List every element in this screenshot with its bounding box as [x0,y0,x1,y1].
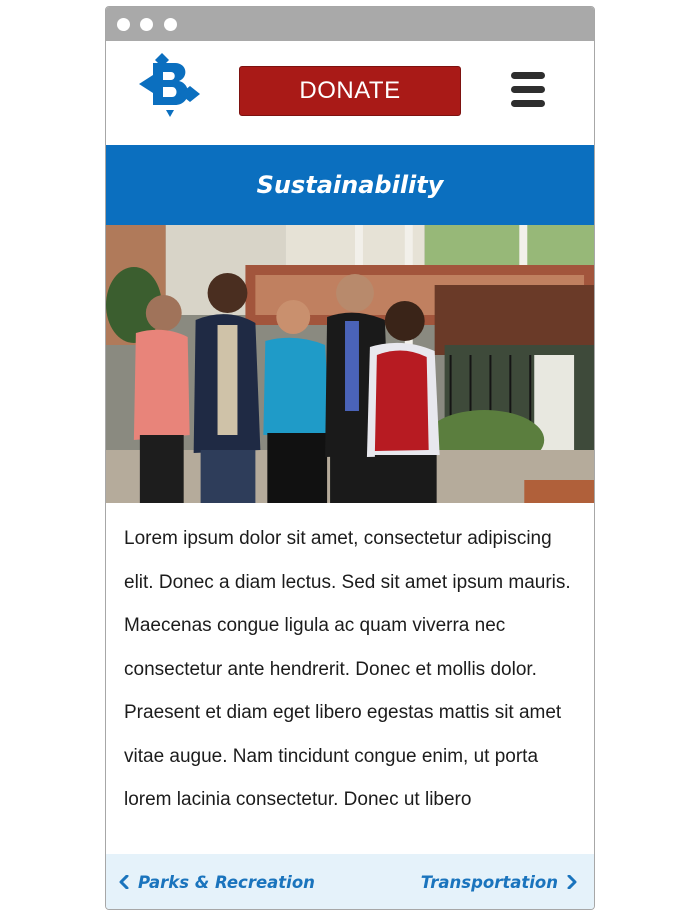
prev-page-link[interactable] [119,854,315,910]
chevron-left-icon [119,875,129,889]
next-page-link[interactable] [421,854,577,910]
donate-button[interactable]: DONATE [239,66,461,116]
page-nav-footer [106,854,594,910]
page-title: Sustainability [256,171,444,199]
window-dot-close[interactable] [117,18,130,31]
group-photo-image [106,225,594,503]
window-titlebar [106,7,594,41]
window-dot-maximize[interactable] [164,18,177,31]
chevron-right-icon [567,875,577,889]
site-header [106,41,594,145]
prev-page-label: Parks & Recreation [138,873,315,892]
browser-window [105,6,595,910]
next-page-label: Transportation [420,873,558,892]
hamburger-menu-icon[interactable] [511,72,545,108]
b-logo-icon[interactable] [139,53,205,131]
body-paragraph: Lorem ipsum dolor sit amet, consectetur adipiscing elit. Donec a diam lectus. Sed sit amet ipsum mauris. Maecenas congue ligula ac quam viverra nec consectetur ante hendrerit. Donec et mollis dolor. Praesent et diam eget libero egestas mattis sit amet vitae augue. Nam tincidunt congue enim, ut porta lorem lacinia consectetur. Donec ut libero [124,528,571,810]
window-dot-minimize[interactable] [140,18,153,31]
page-banner [106,145,594,225]
